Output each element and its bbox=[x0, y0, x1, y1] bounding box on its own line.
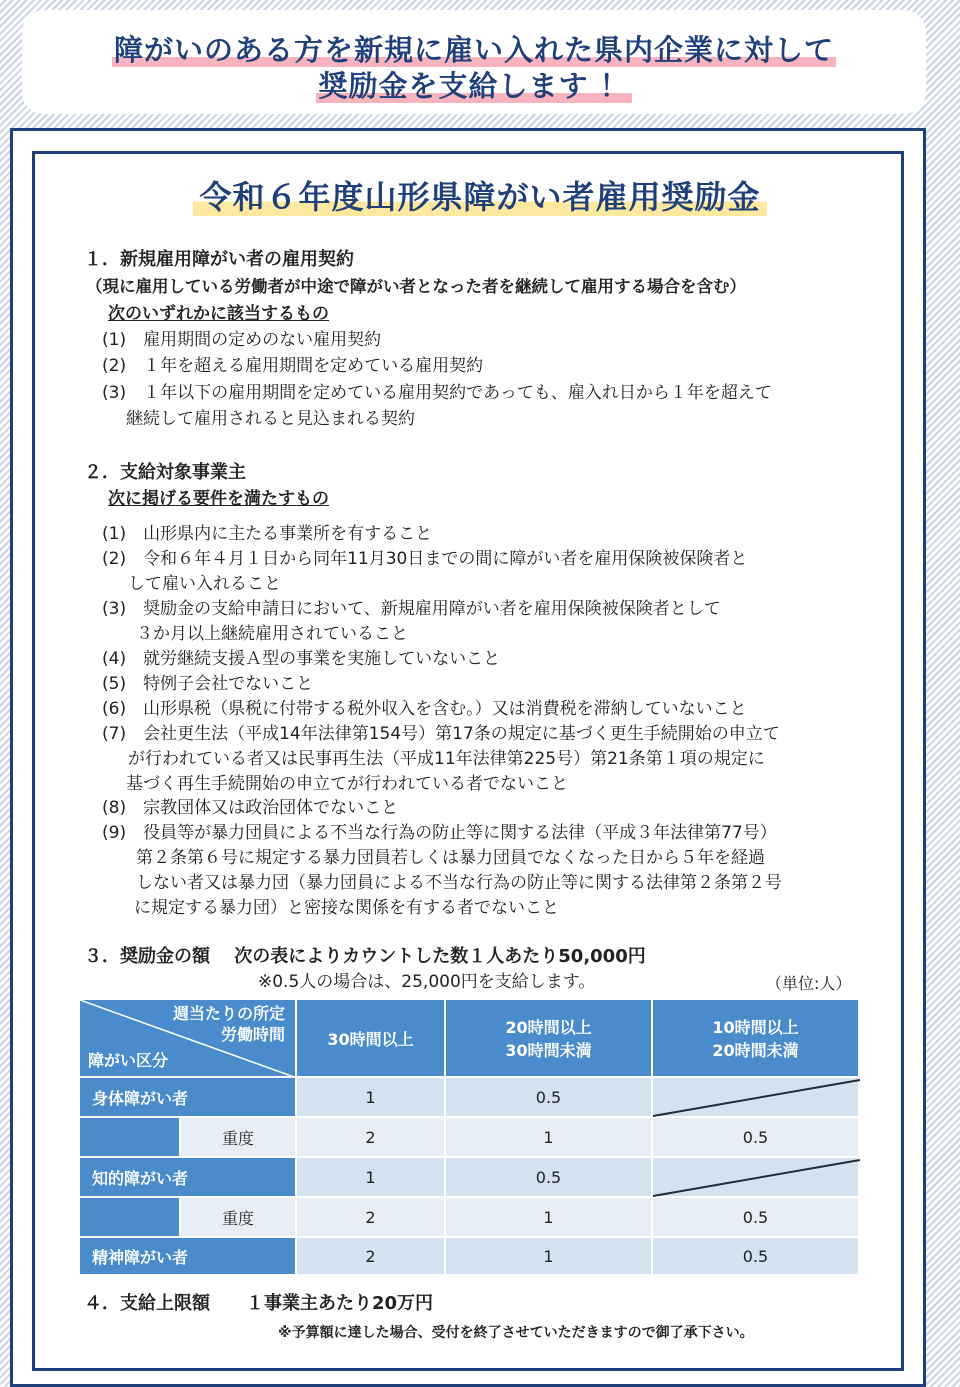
cell-value: 1 bbox=[296, 1157, 445, 1197]
section2-line: が行われている者又は民事再生法（平成11年法律第225号）第21条第１項の規定に bbox=[128, 749, 765, 769]
corner-bottom: 障がい区分 bbox=[88, 1051, 169, 1070]
section3-heading: ３．奨励金の額 次の表によりカウントした数１人あたり50,000円 bbox=[84, 946, 646, 967]
cell-value: 0.5 bbox=[652, 1237, 859, 1275]
banner-line-1: 障がいのある方を新規に雇い入れた県内企業に対して bbox=[113, 33, 834, 67]
cell-value: 0.5 bbox=[652, 1197, 859, 1237]
section1-item: (1) 雇用期間の定めのない雇用契約 bbox=[102, 330, 382, 350]
cell-value: 0.5 bbox=[445, 1077, 652, 1117]
cell-value: 1 bbox=[296, 1077, 445, 1117]
section2-line: ３か月以上継続雇用されていること bbox=[136, 624, 408, 644]
section3-note: ※0.5人の場合は、25,000円を支給します。 bbox=[258, 972, 596, 992]
section1-item: (2) １年を超える雇用期間を定めている雇用契約 bbox=[102, 356, 484, 376]
col-header-10h: 10時間以上 20時間未満 bbox=[652, 999, 859, 1077]
table-row bbox=[79, 1077, 859, 1117]
section2-line: (9) 役員等が暴力団員による不当な行為の防止等に関する法律（平成３年法律第77号） bbox=[102, 823, 777, 843]
section2-line: (6) 山形県税（県税に付帯する税外収入を含む。）又は消費税を滞納していないこと bbox=[102, 699, 747, 719]
section1-item: 継続して雇用されると見込まれる契約 bbox=[126, 409, 415, 429]
cell-value: 0.5 bbox=[652, 1117, 859, 1157]
section2-line: (7) 会社更生法（平成14年法律第154号）第17条の規定に基づく更生手続開始の申立て bbox=[102, 724, 780, 744]
section2-sub: 次に掲げる要件を満たすもの bbox=[108, 489, 329, 509]
page-title: 令和６年度山形県障がい者雇用奨励金 bbox=[0, 172, 960, 218]
table-row bbox=[79, 1237, 859, 1275]
row-label: 知的障がい者 bbox=[79, 1157, 296, 1197]
table-corner-header bbox=[79, 999, 296, 1077]
top-banner bbox=[22, 10, 926, 114]
section2-line: (2) 令和６年４月１日から同年11月30日までの間に障がい者を雇用保険被保険者と bbox=[102, 549, 748, 569]
row-sublabel: 重度 bbox=[180, 1117, 296, 1157]
section2-line: (3) 奨励金の支給申請日において、新規雇用障がい者を雇用保険被保険者として bbox=[102, 599, 721, 619]
cell-not-applicable bbox=[652, 1077, 859, 1117]
row-label: 身体障がい者 bbox=[79, 1077, 296, 1117]
section2-line: して雇い入れること bbox=[128, 574, 281, 594]
unit-label: （単位:人） bbox=[766, 974, 852, 993]
cell-not-applicable bbox=[652, 1157, 859, 1197]
cell-value: 1 bbox=[445, 1117, 652, 1157]
section1-heading: １．新規雇用障がい者の雇用契約 bbox=[84, 249, 354, 270]
cell-value: 1 bbox=[445, 1197, 652, 1237]
cell-value: 0.5 bbox=[445, 1157, 652, 1197]
section4-note: ※予算額に達した場合、受付を終了させていただきますので御了承下さい。 bbox=[278, 1325, 754, 1341]
row-sublabel: 重度 bbox=[180, 1197, 296, 1237]
section2-line: 第２条第６号に規定する暴力団員若しくは暴力団員でなくなった日から５年を経過 bbox=[136, 848, 765, 868]
section2-line: (8) 宗教団体又は政治団体でないこと bbox=[102, 798, 399, 818]
section1-sub: 次のいずれかに該当するもの bbox=[108, 304, 329, 324]
banner-line-2: 奨励金を支給します ！ bbox=[318, 69, 630, 103]
col-header-30h: 30時間以上 bbox=[296, 999, 445, 1077]
section2-line: に規定する暴力団）と密接な関係を有する者でないこと bbox=[134, 898, 559, 918]
table-row bbox=[79, 1197, 859, 1237]
table-row bbox=[79, 1157, 859, 1197]
row-label: 精神障がい者 bbox=[79, 1237, 296, 1275]
incentive-table bbox=[78, 998, 860, 1276]
section2-heading: ２．支給対象事業主 bbox=[84, 462, 246, 483]
corner-top: 週当たりの所定 労働時間 bbox=[172, 1004, 285, 1044]
cell-value: 2 bbox=[296, 1197, 445, 1237]
cell-value: 2 bbox=[296, 1237, 445, 1275]
section2-line: (4) 就労継続支援Ａ型の事業を実施していないこと bbox=[102, 649, 501, 669]
section2-line: (1) 山形県内に主たる事業所を有すること bbox=[102, 524, 433, 544]
col-header-20h: 20時間以上 30時間未満 bbox=[445, 999, 652, 1077]
table-row bbox=[79, 1117, 859, 1157]
section2-line: (5) 特例子会社でないこと bbox=[102, 674, 314, 694]
section1-note: （現に雇用している労働者が中途で障がい者となった者を継続して雇用する場合を含む） bbox=[86, 277, 746, 296]
cell-value: 1 bbox=[445, 1237, 652, 1275]
section2-line: 基づく再生手続開始の申立てが行われている者でないこと bbox=[126, 774, 568, 794]
cell-value: 2 bbox=[296, 1117, 445, 1157]
section1-item: (3) １年以下の雇用期間を定めている雇用契約であっても、雇入れ日から１年を超えて bbox=[102, 383, 772, 403]
row-indent bbox=[79, 1117, 180, 1157]
slash-line bbox=[653, 1078, 860, 1118]
section4-heading: ４．支給上限額 １事業主あたり20万円 bbox=[84, 1293, 434, 1314]
section2-line: しない者又は暴力団（暴力団員による不当な行為の防止等に関する法律第２条第２号 bbox=[136, 873, 782, 893]
slash-line bbox=[653, 1158, 860, 1198]
row-indent bbox=[79, 1197, 180, 1237]
